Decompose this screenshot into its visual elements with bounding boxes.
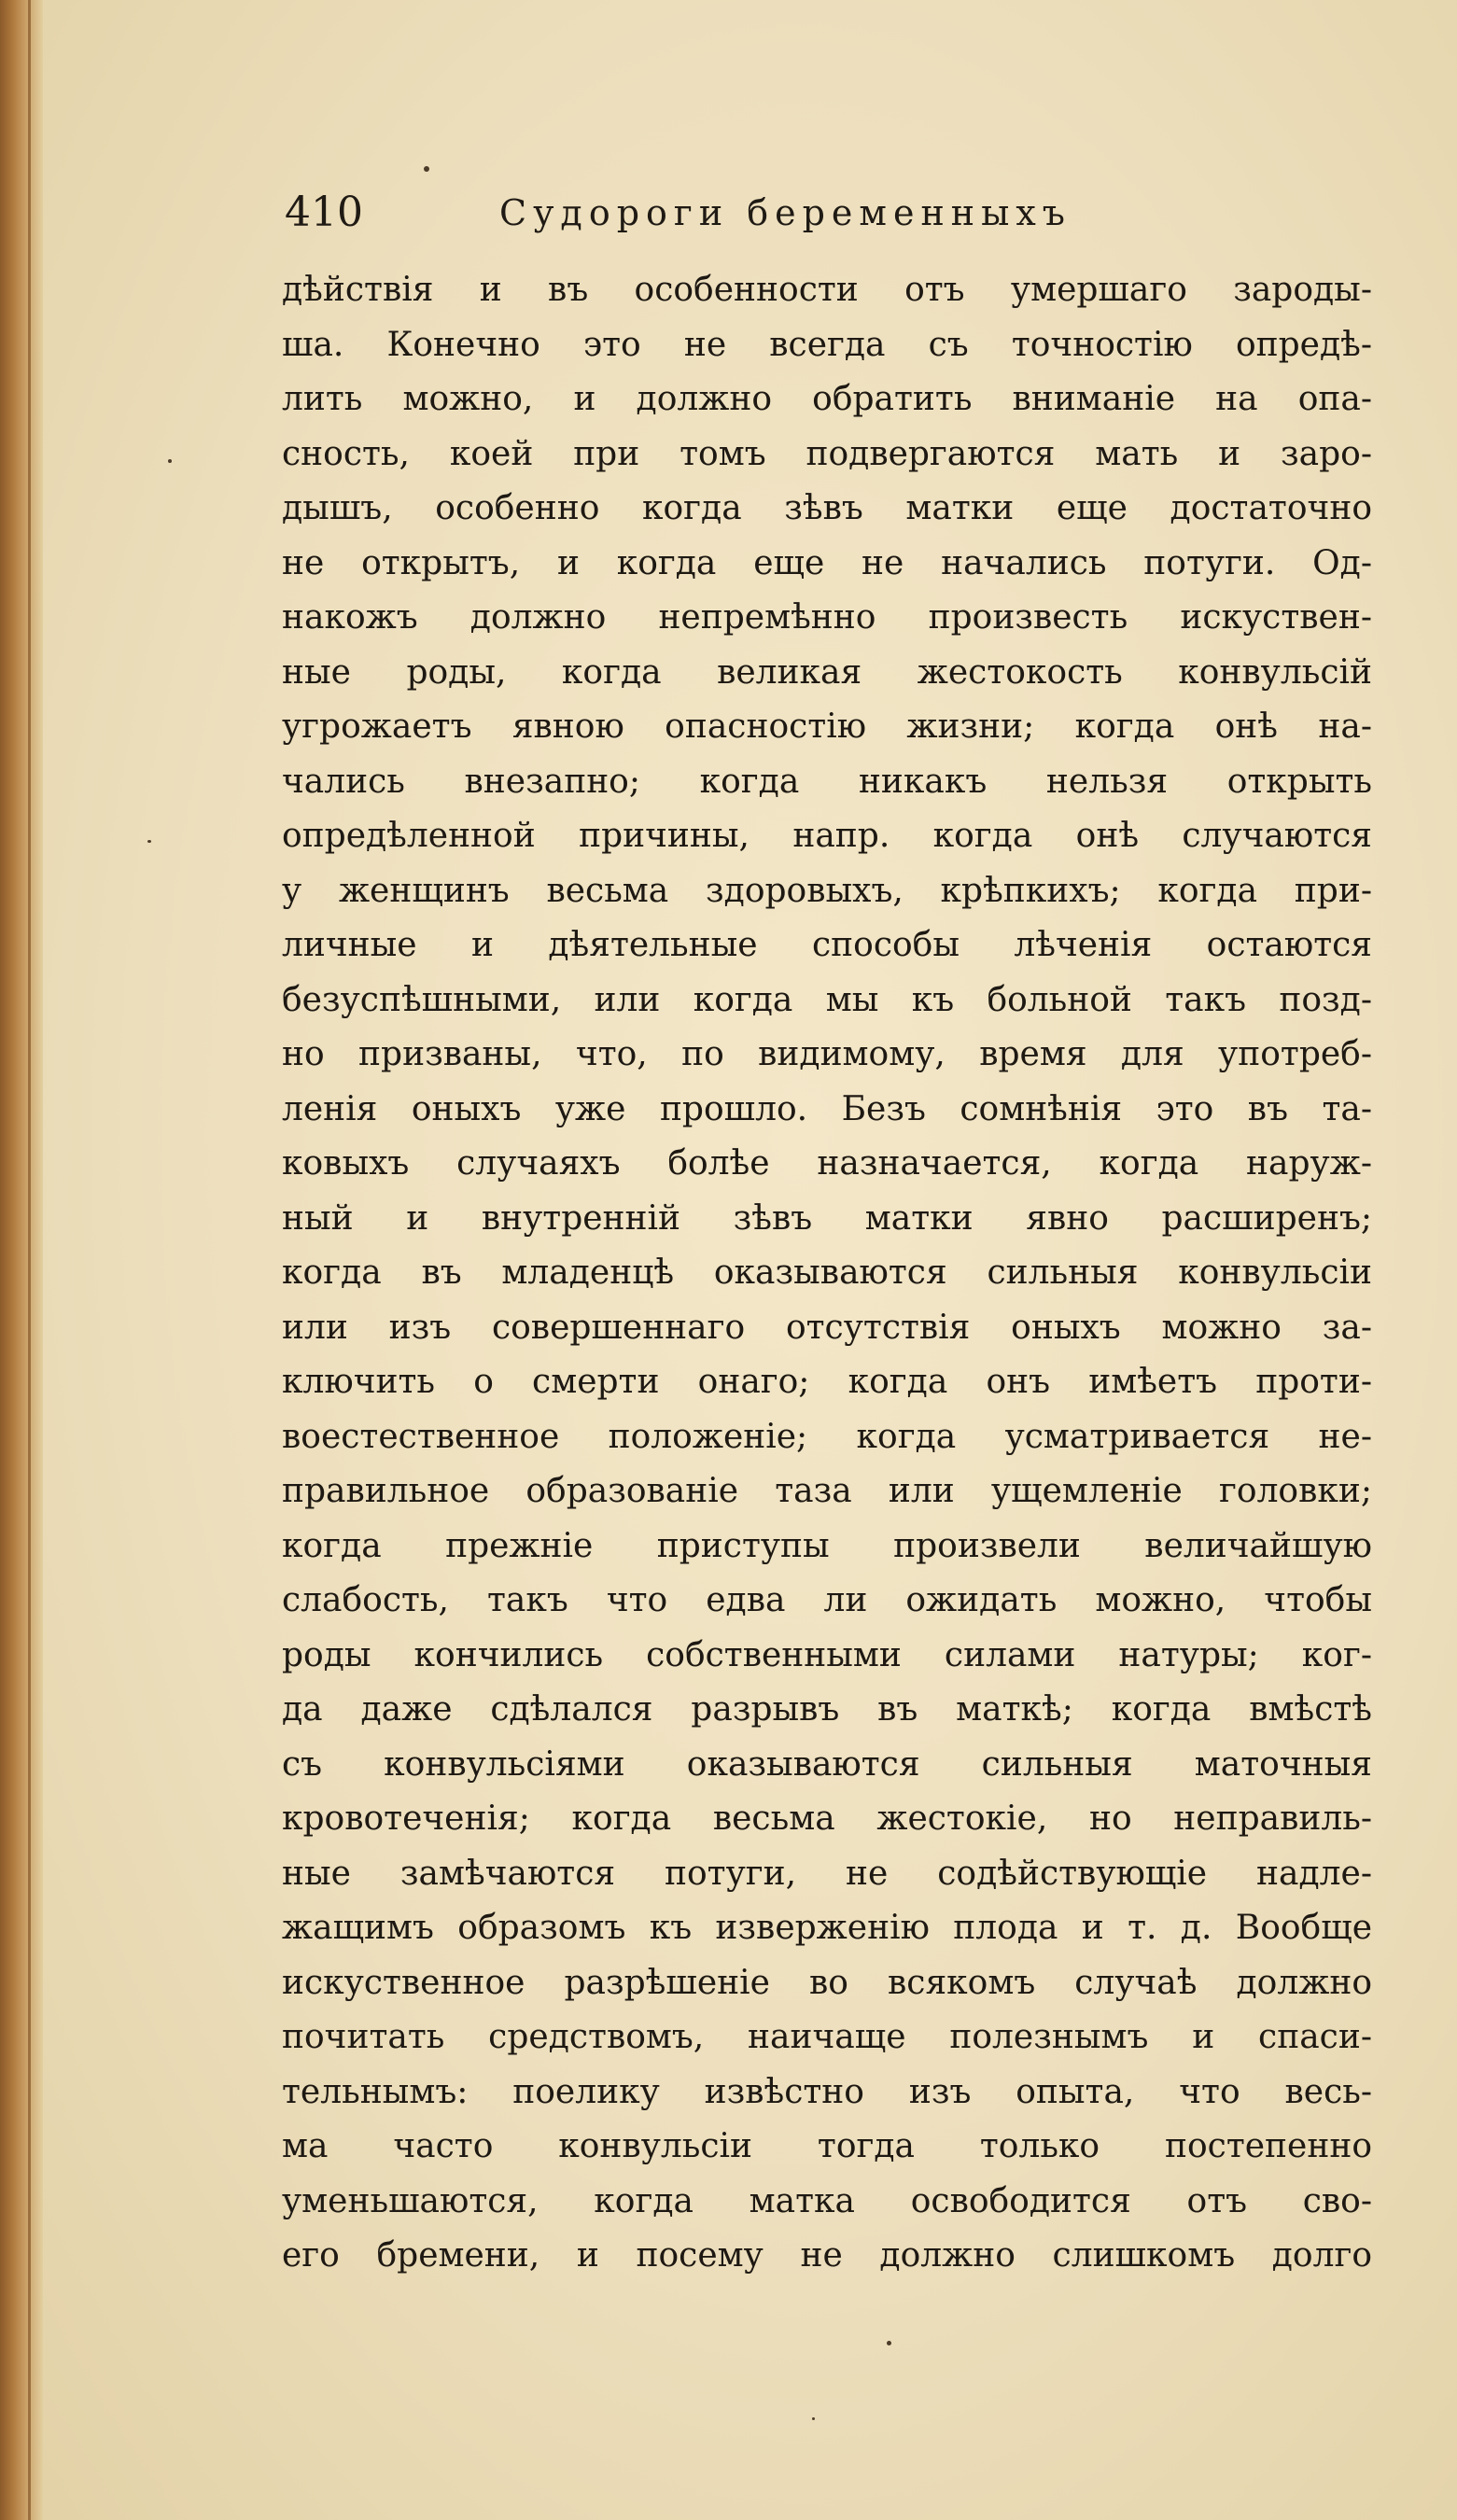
text-line: у женщинъ весьма здоровыхъ, крѣпкихъ; когда при- [282,871,1372,910]
text-line: ковыхъ случаяхъ болѣе назначается, когда наруж- [282,1144,1372,1183]
text-line: уменьшаются, когда матка освободится отъ сво- [282,2181,1372,2220]
page-number: 410 [285,189,363,236]
text-line: ный и внутренній зѣвъ матки явно расширенъ; [282,1198,1372,1238]
text-line: кровотеченія; когда весьма жестокіе, но неправиль- [282,1799,1372,1838]
text-line: жащимъ образомъ къ изверженію плода и т. д. Вообще [282,1909,1372,1947]
text-line: ма часто конвульсіи тогда только постепенно [282,2127,1372,2165]
text-line: слабость, такъ что едва ли ожидать можно, чтобы [282,1581,1372,1619]
text-line: да даже сдѣлался разрывъ въ маткѣ; когда вмѣстѣ [282,1690,1372,1729]
paper-speck [887,2341,891,2345]
text-line: лить можно, и должно обратить вниманіе на опа- [282,380,1372,418]
book-binding-edge [0,0,43,2520]
text-line: дѣйствія и въ особенности отъ умершаго зароды- [282,271,1372,309]
text-line: но призваны, что, по видимому, время для употреб- [282,1035,1372,1073]
paper-speck [168,459,172,463]
text-line: ные замѣчаются потуги, не содѣйствующіе надле- [282,1854,1372,1893]
page-header [285,189,1218,245]
running-title: Судороги беременныхъ [499,192,1072,233]
text-line: не открытъ, и когда еще не начались потуги. Од- [282,543,1372,582]
text-line: ные роды, когда великая жестокость конвульсій [282,652,1372,692]
text-line: тельнымъ: поелику извѣстно изъ опыта, что весь- [282,2072,1372,2111]
binding-shadow-line [28,0,31,2520]
text-line: роды кончились собственными силами натуры; ког- [282,1635,1372,1674]
text-line: ключить о смерти онаго; когда онъ имѣетъ проти- [282,1363,1372,1401]
text-line: накожъ должно непремѣнно произвесть искуствен- [282,598,1372,637]
paper-speck [424,166,429,172]
text-line: угрожаетъ явною опасностію жизни; когда онѣ на- [282,707,1372,746]
text-line: искуственное разрѣшеніе во всякомъ случаѣ должно [282,1963,1372,2002]
text-line: воестественное положеніе; когда усматривается не- [282,1417,1372,1456]
text-line: личные и дѣятельные способы лѣченія остаются [282,926,1372,964]
text-line: съ конвульсіями оказываются сильныя маточныя [282,1744,1372,1784]
paper-speck [147,840,151,843]
text-line: почитать средствомъ, наичаще полезнымъ и спаси- [282,2018,1372,2056]
text-line: его бремени, и посему не должно слишкомъ долго [282,2236,1372,2275]
text-line: когда въ младенцѣ оказываются сильныя конвульсіи [282,1253,1372,1292]
text-line: ленія оныхъ уже прошло. Безъ сомнѣнія это въ та- [282,1089,1372,1128]
text-line: безуспѣшными, или когда мы къ больной такъ позд- [282,980,1372,1019]
paper-speck [812,2417,815,2420]
text-line: сность, коей при томъ подвергаются мать и заро- [282,434,1372,473]
text-line: ша. Конечно это не всегда съ точностію опредѣ- [282,325,1372,364]
text-line: правильное образованіе таза или ущемленіе головки; [282,1472,1372,1510]
text-line: чались внезапно; когда никакъ нельзя открыть [282,762,1372,801]
text-line: дышъ, особенно когда зѣвъ матки еще достаточно [282,489,1372,527]
text-line: когда прежніе приступы произвели величайшую [282,1526,1372,1565]
text-line: или изъ совершеннаго отсутствія оныхъ можно за- [282,1308,1372,1347]
body-text [282,263,1372,2284]
text-line: опредѣленной причины, напр. когда онѣ случаются [282,817,1372,855]
